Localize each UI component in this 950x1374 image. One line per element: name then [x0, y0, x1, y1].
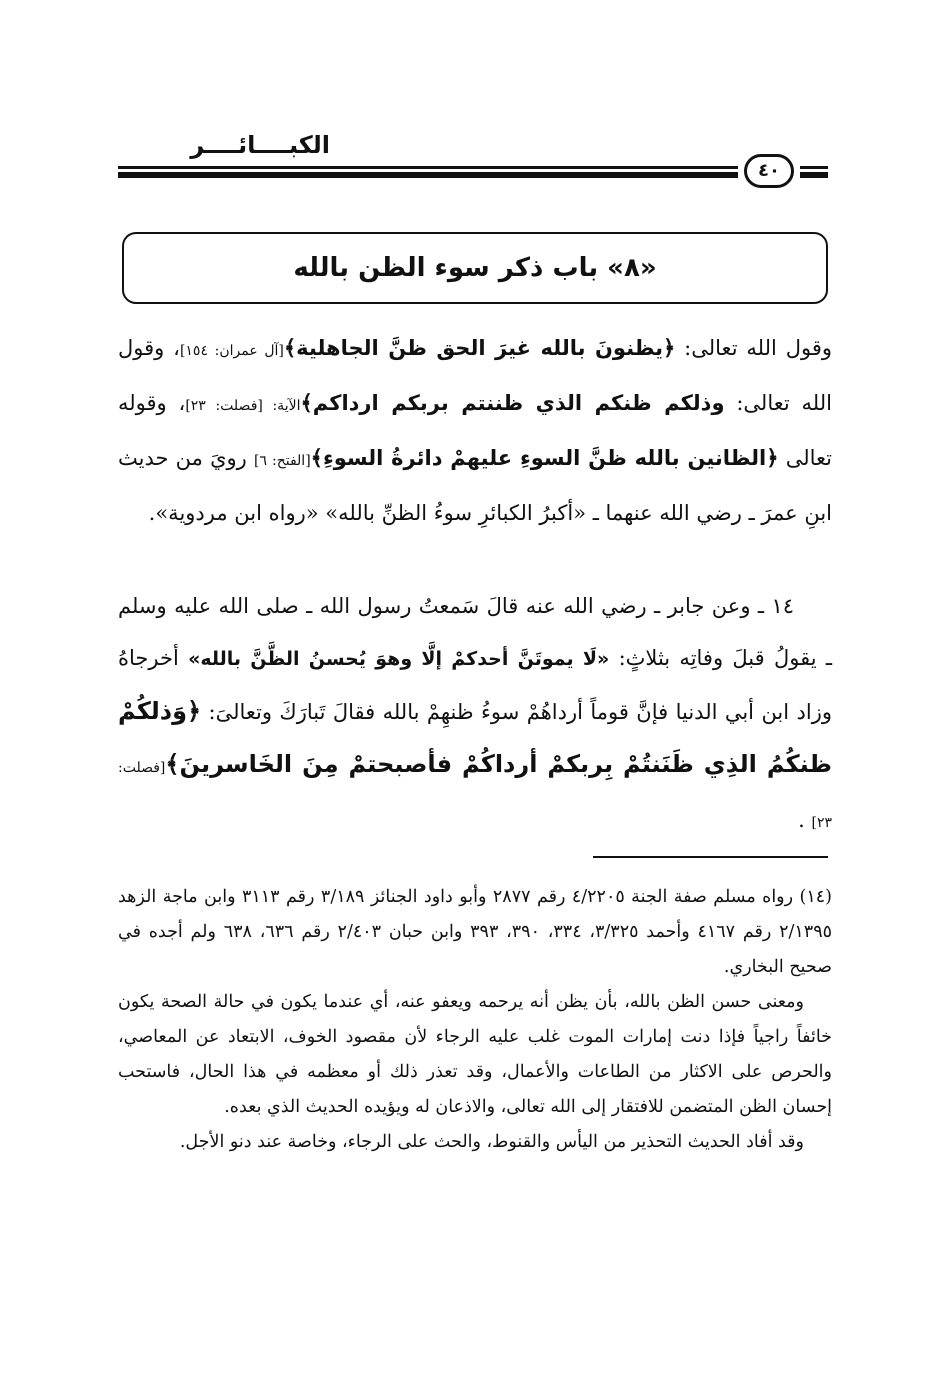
hadith-continuation: أخرجاهُ وزاد ابن أبي الدنيا فإنَّ قوماً أرداهُمْ سوءُ ظنهِمْ بالله فقالَ تَبارَكَ وتعالىَ:	[118, 646, 832, 724]
paragraph-hadith-14	[118, 580, 832, 849]
verse-reference-3: [الفتح: ٦]	[254, 453, 311, 469]
paragraph-end: .	[798, 808, 812, 832]
quran-verse-2: وذلكم ظنكم الذي ظننتم بربكم ارداكم﴾	[300, 391, 725, 415]
verse-reference-2: الآية: [فصلت: ٢٣]	[185, 398, 301, 414]
verse-separator-2: ، وقوله تعالى	[118, 391, 833, 470]
chapter-heading-box	[122, 232, 828, 304]
verse-separator-1: ، وقول الله تعالى:	[118, 336, 832, 415]
quran-verse-3: ﴿الظانين بالله ظنَّ السوءِ عليهمْ دائرةُ السوءِ﴾	[310, 446, 779, 470]
footnote-conclusion: وقد أفاد الحديث التحذير من اليأس والقنوط، والحث على الرجاء، وخاصة عند دنو الأجل.	[179, 1132, 804, 1152]
running-header-title: الكبــــائــــر	[190, 131, 330, 159]
footnote-separator	[593, 856, 828, 858]
paragraph-verses	[118, 322, 832, 539]
footnote-14: (١٤) رواه مسلم صفة الجنة ٤/٢٢٠٥ رقم ٢٨٧٧ وأبو داود الجنائز ٣/١٨٩ رقم ٣١١٣ وابن ماجة الزهد ٢/١٣٩٥ رقم ٤١٦٧ وأحمد ٣/٣٢٥، ٣٣٤، ٣٩٠، ٣٩٣ وابن حبان ٢/٤٠٣ رقم ٦٣٦، ٦٣٨ ولم أجده في صحيح البخاري.	[118, 887, 832, 977]
header-rule-thick	[118, 172, 738, 178]
narration-text: رويَ من حديث ابنِ عمرَ ـ رضي الله عنهما ـ «أكبرُ الكبائرِ سوءُ الظنِّ بالله» «رواه ابن مردوية».	[118, 446, 832, 525]
quran-verse-4: ﴿وَذلكُمْ ظنكُمُ الذِي ظَنَنتُمْ بِربكمْ أرداكُمْ فأصبحتمْ مِنَ الخَاسرينَ﴾	[118, 697, 832, 778]
footnotes	[118, 880, 832, 1160]
header-ornament	[800, 166, 828, 169]
page-number: ٤٠	[744, 154, 794, 188]
verse-reference-4: [فصلت: ٢٣]	[118, 760, 832, 831]
header-ornament-thick	[800, 172, 828, 178]
header-rule	[118, 166, 738, 169]
chapter-title: «٨» باب ذكر سوء الظن بالله	[293, 253, 657, 283]
hadith-intro: ١٤ ـ وعن جابر ـ رضي الله عنه قالَ سَمعتُ رسول الله ـ صلى الله عليه وسلم ـ يقولُ قبلَ وفاتِه بثلاثٍ:	[118, 594, 832, 670]
quran-verse-1: ﴿يظنونَ بالله غيرَ الحق ظنَّ الجاهلية﴾	[283, 336, 676, 360]
verse-reference-1: [آل عمران: ١٥٤]	[179, 343, 284, 359]
verse-intro: وقول الله تعالى:	[675, 336, 833, 360]
footnote-commentary: ومعنى حسن الظن بالله، بأن يظن أنه يرحمه ويعفو عنه، أي عندما يكون في حالة الصحة يكون خائفاً راجياً فإذا دنت إمارات الموت غلب عليه الرجاء لأن مقصود الخوف، الابتعاد عن المعاصي، والحرص على الاكثار من الطاعات والأعمال، وقد تعذر ذلك أو معظمه في هذا الحال، فاستحب إحسان الظن المتضمن للافتقار إلى الله تعالى، والاذعان له ويؤيده الحديث الذي بعده.	[118, 992, 832, 1117]
hadith-text: «لَا يموتَنَّ أحدكمْ إلَّا وهوَ يُحسنُ الظَّنَّ بالله»	[188, 648, 610, 670]
